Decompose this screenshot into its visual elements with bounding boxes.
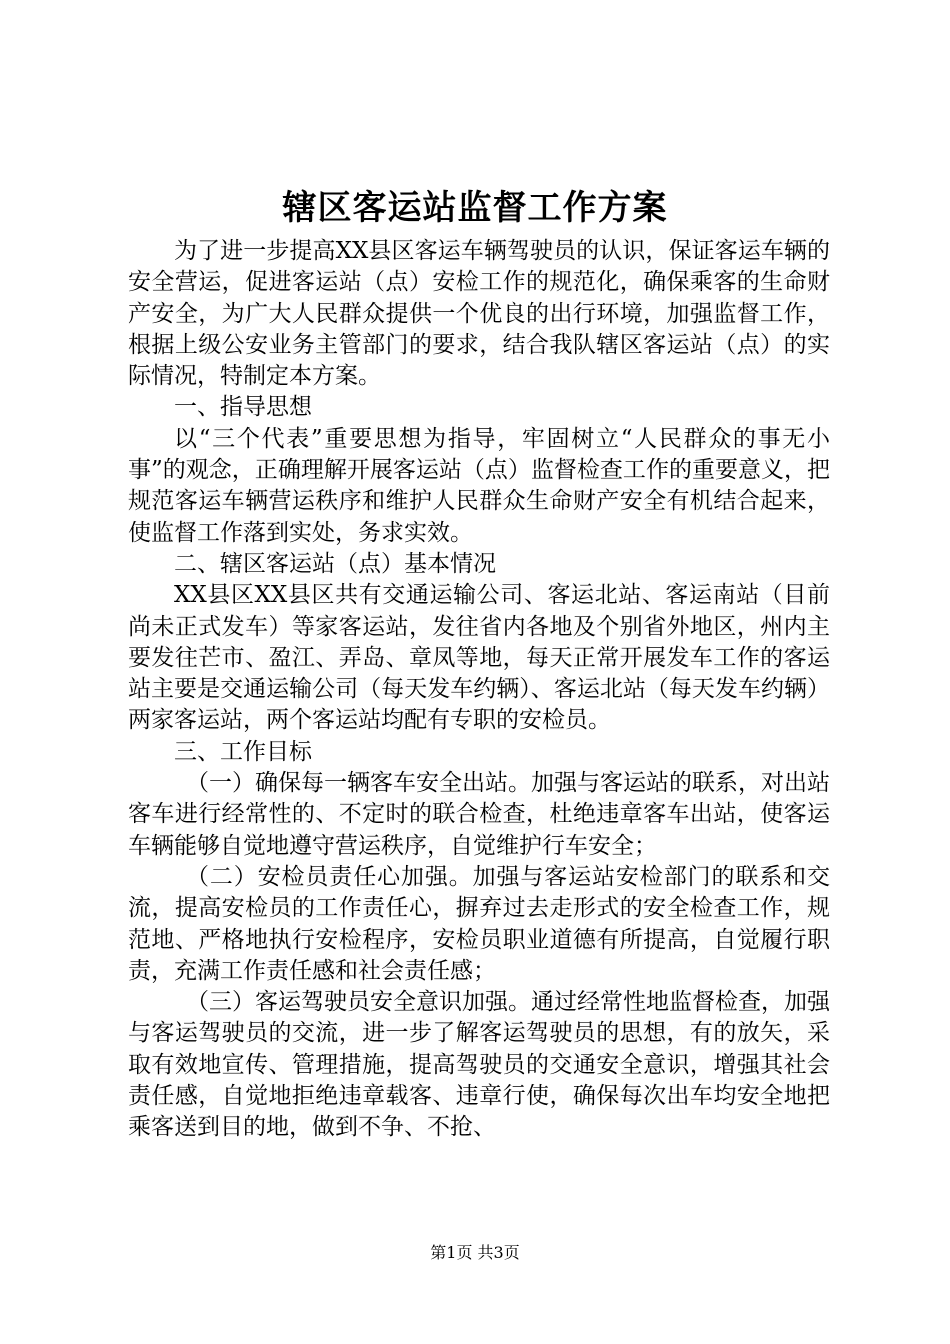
heading-basic-situation: 二、辖区客运站（点）基本情况	[174, 550, 496, 577]
document-title: 辖区客运站监督工作方案	[282, 188, 668, 228]
heading-work-goals: 三、工作目标	[174, 738, 312, 765]
paragraph-basic-situation: XX县区XX县区共有交通运输公司、客运北站、客运南站（目前尚未正式发车）等家客运站，发往省内各地及个别省外地区，州内主要发往芒市、盈江、弄岛、章凤等地，每天正常开展发车工作的客运站主要是交通运输公司（每天发车约辆）、客运北站（每天发车约辆）两家客运站，两个客运站均配有专职的安检员。	[128, 582, 830, 734]
paragraph-goal-2: （二）安检员责任心加强。加强与客运站安检部门的联系和交流，提高安检员的工作责任心，摒弃过去走形式的安全检查工作，规范地、严格地执行安检程序，安检员职业道德有所提高，自觉履行职责，充满工作责任感和社会责任感；	[128, 863, 830, 984]
paragraph-goal-3: （三）客运驾驶员安全意识加强。通过经常性地监督检查，加强与客运驾驶员的交流，进一步了解客运驾驶员的思想，有的放矢，采取有效地宣传、管理措施，提高驾驶员的交通安全意识，增强其社会责任感，自觉地拒绝违章载客、违章行使，确保每次出车均安全地把乘客送到目的地，做到不争、不抢、	[128, 989, 830, 1141]
page-footer: 第1页 共3页	[430, 1243, 520, 1262]
paragraph-intro: 为了进一步提高XX县区客运车辆驾驶员的认识，保证客运车辆的安全营运，促进客运站（点）安检工作的规范化，确保乘客的生命财产安全，为广大人民群众提供一个优良的出行环境，加强监督工作，根据上级公安业务主管部门的要求，结合我队辖区客运站（点）的实际情况，特制定本方案。	[128, 238, 830, 390]
heading-guiding-ideology: 一、指导思想	[174, 394, 312, 421]
paragraph-goal-1: （一）确保每一辆客车安全出站。加强与客运站的联系，对出站客车进行经常性的、不定时的联合检查，杜绝违章客车出站，使客运车辆能够自觉地遵守营运秩序，自觉维护行车安全；	[128, 770, 830, 859]
paragraph-guiding-ideology: 以“三个代表”重要思想为指导，牢固树立“人民群众的事无小事”的观念，正确理解开展客运站（点）监督检查工作的重要意义，把规范客运车辆营运秩序和维护人民群众生命财产安全有机结合起来，使监督工作落到实处，务求实效。	[128, 425, 830, 546]
document-body	[128, 236, 830, 1144]
